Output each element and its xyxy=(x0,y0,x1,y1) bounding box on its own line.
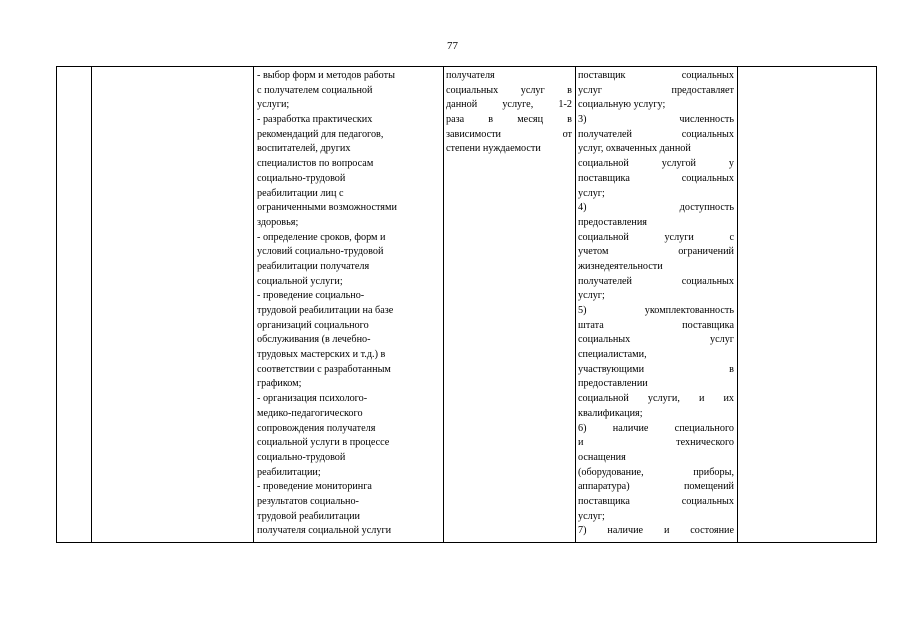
page-number: 77 xyxy=(447,40,458,52)
text-line: поставщик социальных xyxy=(578,70,734,81)
text-line: медико-педагогического xyxy=(257,407,363,419)
table-cell-quality-indicators xyxy=(578,69,734,539)
text-line: аппаратура) помещений xyxy=(578,481,734,493)
text-line: социально-трудовой xyxy=(257,451,346,463)
text-line: ограниченными возможностями xyxy=(257,202,397,214)
text-line: графиком; xyxy=(257,378,302,390)
text-line: 4) доступность xyxy=(578,202,734,214)
text-line: услуг, охваченных данной xyxy=(578,143,691,155)
text-line: поставщика социальных xyxy=(578,172,734,184)
text-line: - разработка практических xyxy=(257,114,373,126)
text-line: услуг; xyxy=(578,187,605,199)
text-line: - выбор форм и методов работы xyxy=(257,70,395,81)
column-divider xyxy=(737,67,738,542)
text-line: трудовой реабилитации на базе xyxy=(257,305,394,316)
text-line: социальной услугой у xyxy=(578,158,734,170)
text-line: социальной услуги в процессе xyxy=(257,437,390,449)
column-divider xyxy=(253,67,254,542)
text-line: (оборудование, приборы, xyxy=(578,466,734,478)
text-line: и технического xyxy=(578,437,734,449)
table-cell-service-timing xyxy=(446,69,572,157)
text-line: 3) численность xyxy=(578,114,734,126)
text-line: рекомендаций для педагогов, xyxy=(257,128,384,140)
text-line: получателя xyxy=(446,70,495,81)
text-line: получателей социальных xyxy=(578,128,734,140)
text-line: реабилитации получателя xyxy=(257,260,370,272)
text-line: - определение сроков, форм и xyxy=(257,231,386,243)
text-line: реабилитации; xyxy=(257,466,321,478)
text-line: специалистами, xyxy=(578,349,647,361)
text-line: услуг; xyxy=(578,510,605,522)
text-line: данной услуге, 1-2 xyxy=(446,99,572,111)
text-line: воспитателей, других xyxy=(257,143,351,155)
text-line: условий социально-трудовой xyxy=(257,246,384,258)
text-line: оснащения xyxy=(578,451,626,463)
text-line: учетом ограничений xyxy=(578,246,734,258)
text-line: 7) наличие и состояние xyxy=(578,525,734,537)
text-line: социальной услуги, и их xyxy=(578,393,734,405)
text-line: получателя социальной услуги xyxy=(257,525,392,537)
service-table xyxy=(56,66,877,543)
text-line: - проведение социально- xyxy=(257,290,365,302)
text-line: социальных услуг в xyxy=(446,84,572,96)
column-divider xyxy=(575,67,576,542)
column-divider xyxy=(443,67,444,542)
text-line: здоровья; xyxy=(257,216,299,228)
text-line: поставщика социальных xyxy=(578,495,734,507)
text-line: степени нуждаемости xyxy=(446,143,541,155)
text-line: социальных услуг xyxy=(578,334,734,346)
text-line: трудовой реабилитации xyxy=(257,510,360,522)
text-line: - проведение мониторинга xyxy=(257,481,372,493)
text-line: социальной услуги с xyxy=(578,231,734,243)
text-line: социально-трудовой xyxy=(257,172,346,184)
text-line: раза в месяц в xyxy=(446,114,572,126)
text-line: услуг; xyxy=(578,290,605,302)
text-line: участвующими в xyxy=(578,363,734,375)
text-line: квалификация; xyxy=(578,407,643,419)
text-line: получателей социальных xyxy=(578,275,734,287)
table-cell-service-description xyxy=(257,69,440,539)
text-line: штата поставщика xyxy=(578,319,734,331)
text-line: 6) наличие специального xyxy=(578,422,734,434)
text-line: 5) укомплектованность xyxy=(578,305,734,316)
text-line: жизнедеятельности xyxy=(578,260,663,272)
text-line: предоставления xyxy=(578,216,647,228)
text-line: результатов социально- xyxy=(257,495,359,507)
text-line: зависимости от xyxy=(446,128,572,140)
text-line: социальную услугу; xyxy=(578,99,666,111)
text-line: с получателем социальной xyxy=(257,84,373,96)
text-line: обслуживания (в лечебно- xyxy=(257,334,371,346)
column-divider xyxy=(91,67,92,542)
text-line: услуги; xyxy=(257,99,290,111)
text-line: услуг предоставляет xyxy=(578,84,734,96)
text-line: предоставлении xyxy=(578,378,648,390)
text-line: реабилитации лиц с xyxy=(257,187,344,199)
text-line: - организация психолого- xyxy=(257,393,368,405)
text-line: специалистов по вопросам xyxy=(257,158,374,170)
text-line: трудовых мастерских и т.д.) в xyxy=(257,349,386,361)
text-line: соответствии с разработанным xyxy=(257,363,391,375)
text-line: организаций социального xyxy=(257,319,369,331)
text-line: сопровождения получателя xyxy=(257,422,376,434)
text-line: социальной услуги; xyxy=(257,275,343,287)
